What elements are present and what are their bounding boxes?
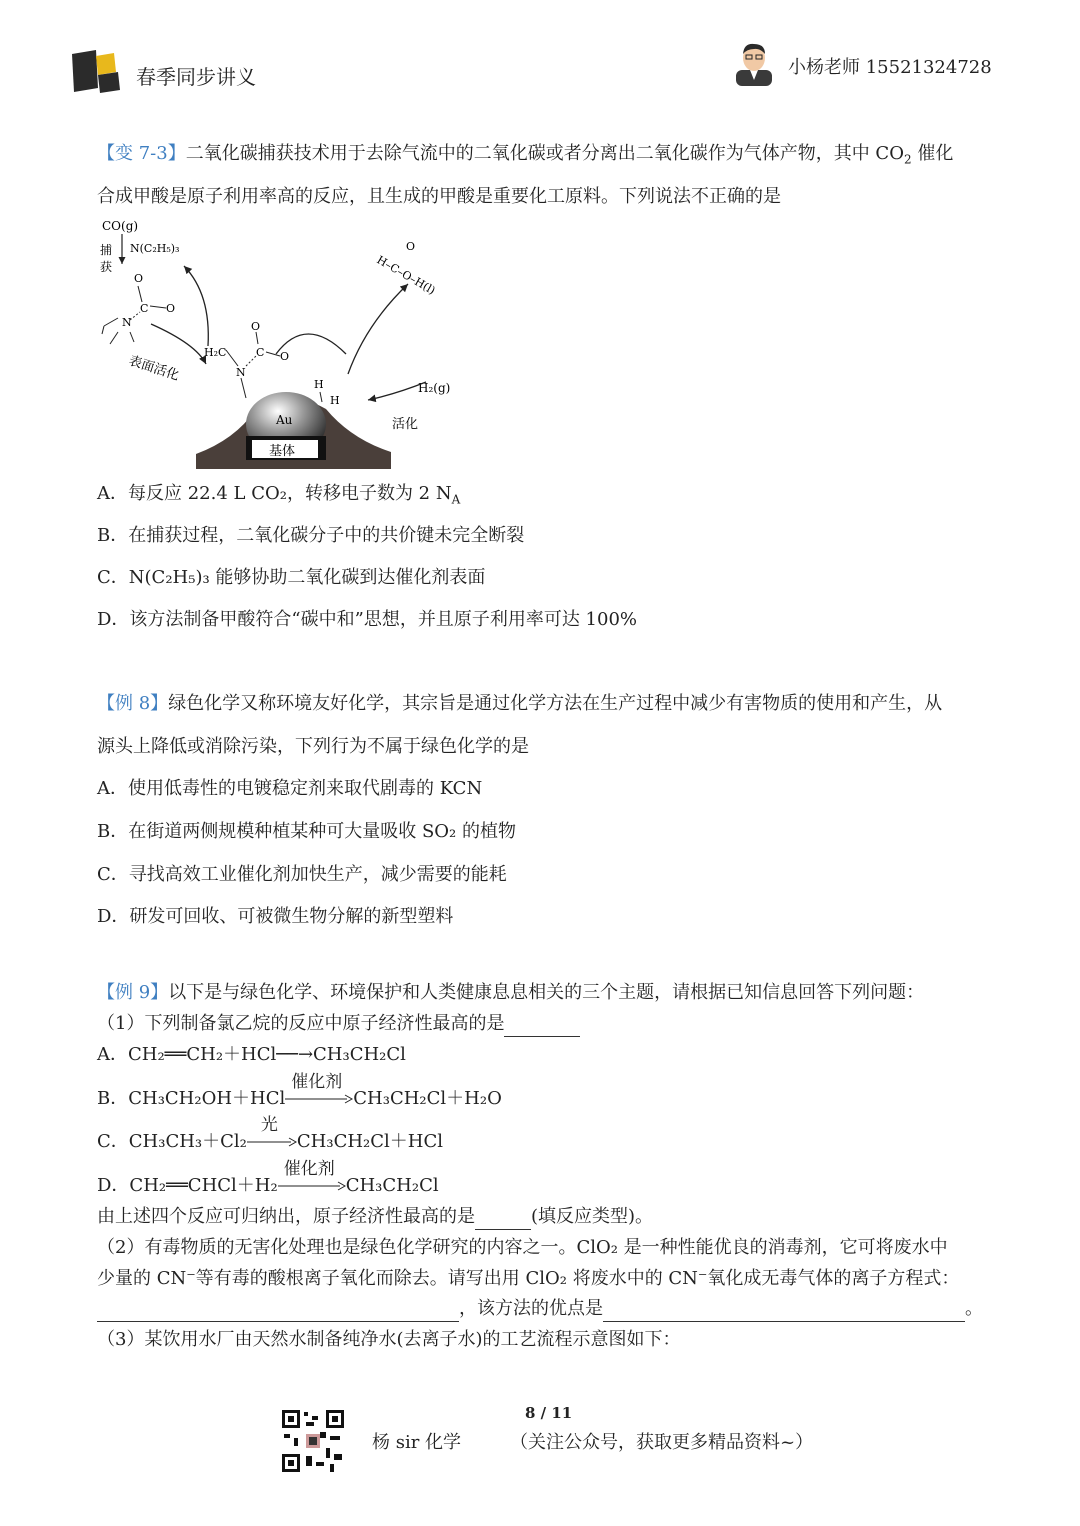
capture-label-1: 捕 [100, 243, 113, 257]
catalysis-diagram [96, 214, 476, 472]
ex9-option-a: A．CH₂══CH₂＋HCl──→CH₃CH₂Cl [97, 1044, 406, 1065]
summary-answer-blank[interactable] [475, 1209, 531, 1230]
var73-option-c: C．N(C₂H₅)₃ 能够协助二氧化碳到达催化剂表面 [97, 567, 486, 588]
amine-label: N(C₂H₅)₃ [130, 242, 180, 255]
ex8-option-d: D．研发可回收、可被微生物分解的新型塑料 [97, 906, 454, 927]
h2g-label: H₂(g) [418, 381, 451, 395]
o-atom-4: O [280, 350, 290, 363]
surface-activation-label: 表面活化 [126, 353, 181, 384]
var73-stem-line2: 合成甲酸是原子利用率高的反应，且生成的甲酸是重要化工原料。下列说法不正确的是 [97, 186, 781, 207]
h-atom-1: H [314, 378, 324, 391]
option-b-condition: 催化剂 [291, 1072, 343, 1092]
o-atom-3: O [251, 320, 261, 333]
advantage-answer-blank[interactable] [603, 1301, 965, 1322]
equation-answer-blank[interactable] [97, 1301, 459, 1322]
avatar [732, 40, 776, 86]
n-atom-2: N [236, 366, 246, 379]
ex9-stem: 【例 9】以下是与绿色化学、环境保护和人类健康息息相关的三个主题，请根据已知信息回答下列问题： [97, 982, 925, 1003]
ex8-option-a: A．使用低毒性的电镀稳定剂来取代剧毒的 KCN [97, 778, 483, 799]
formic-acid-label: H–C–O–H(l) [374, 253, 438, 298]
ex9-option-c: C．CH₃CH₃＋Cl₂ 光 CH₃CH₂Cl＋HCl [97, 1129, 443, 1155]
activation-label: 活化 [392, 417, 419, 432]
page-number: 8 / 11 [525, 1404, 573, 1422]
ex9-q2-line3: ，该方法的优点是 。 [97, 1296, 983, 1322]
ex9-option-d: D．CH₂══CHCl＋H₂ 催化剂 CH₃CH₂Cl [97, 1173, 439, 1199]
au-label: Au [276, 413, 293, 427]
teacher-contact: 小杨老师 15521324728 [788, 57, 992, 78]
ex8-tag: 【例 8】 [97, 693, 169, 714]
ex8-option-b: B．在街道两侧规模种植某种可大量吸收 SO₂ 的植物 [97, 821, 516, 842]
ex9-tag: 【例 9】 [97, 982, 169, 1003]
c-atom-1: C [140, 302, 149, 315]
var73-tag: 【变 7-3】 [97, 143, 186, 164]
ex9-q3: （3）某饮用水厂由天然水制备纯净水(去离子水)的工艺流程示意图如下： [97, 1329, 681, 1350]
ex9-summary: 由上述四个反应可归纳出，原子经济性最高的是 (填反应类型)。 [97, 1204, 653, 1230]
n-atom-1: N [122, 316, 132, 329]
o-atom-1: O [134, 272, 144, 285]
option-c-condition: 光 [260, 1115, 278, 1135]
substrate-label: 基体 [269, 444, 296, 459]
ex9-q1: （1）下列制备氯乙烷的反应中原子经济性最高的是 [97, 1011, 580, 1037]
formic-o-top: O [406, 240, 416, 253]
c-atom-2: C [256, 346, 265, 359]
ex8-stem-line1: 【例 8】绿色化学又称环境友好化学，其宗旨是通过化学方法在生产过程中减少有害物质的使用和产生，从 [97, 693, 943, 714]
footer-note: （关注公众号，获取更多精品资料~） [510, 1432, 814, 1453]
logo-icon [70, 48, 126, 94]
h-atom-2: H [330, 394, 340, 407]
ex8-option-c: C．寻找高效工业催化剂加快生产，减少需要的能耗 [97, 864, 507, 885]
var73-option-d: D．该方法制备甲酸符合“碳中和”思想，并且原子利用率可达 100% [97, 609, 638, 630]
h2c-label: H₂C [204, 346, 227, 359]
ex9-option-b: B．CH₃CH₂OH＋HCl 催化剂 CH₃CH₂Cl＋H₂O [97, 1086, 502, 1112]
co2-label: CO(g) [102, 219, 139, 233]
var73-option-b: B．在捕获过程，二氧化碳分子中的共价键未完全断裂 [97, 525, 525, 546]
doc-header-title: 春季同步讲义 [136, 65, 256, 89]
q1-answer-blank[interactable] [504, 1016, 580, 1037]
var73-option-a: A．每反应 22.4 L CO₂，转移电子数为 2 $N_A$ [97, 483, 461, 507]
ex8-stem-line2: 源头上降低或消除污染，下列行为不属于绿色化学的是 [97, 736, 529, 757]
o-atom-2: O [166, 302, 176, 315]
var73-stem-line1: 【变 7-3】二氧化碳捕获技术用于去除气流中的二氧化碳或者分离出二氧化碳作为气体产物，其中 $CO_2$ 催化 [97, 143, 954, 167]
capture-label-2: 获 [100, 260, 113, 274]
ex9-q2-line1: （2）有毒物质的无害化处理也是绿色化学研究的内容之一。ClO₂ 是一种性能优良的消毒剂，它可将废水中 [97, 1237, 948, 1258]
qr-code-icon [280, 1408, 346, 1474]
option-d-condition: 催化剂 [283, 1159, 335, 1179]
ex9-q2-line2: 少量的 CN⁻等有毒的酸根离子氧化而除去。请写出用 ClO₂ 将废水中的 CN⁻氧化成无毒气体的离子方程式： [97, 1268, 960, 1289]
footer-brand: 杨 sir 化学 [372, 1432, 462, 1453]
